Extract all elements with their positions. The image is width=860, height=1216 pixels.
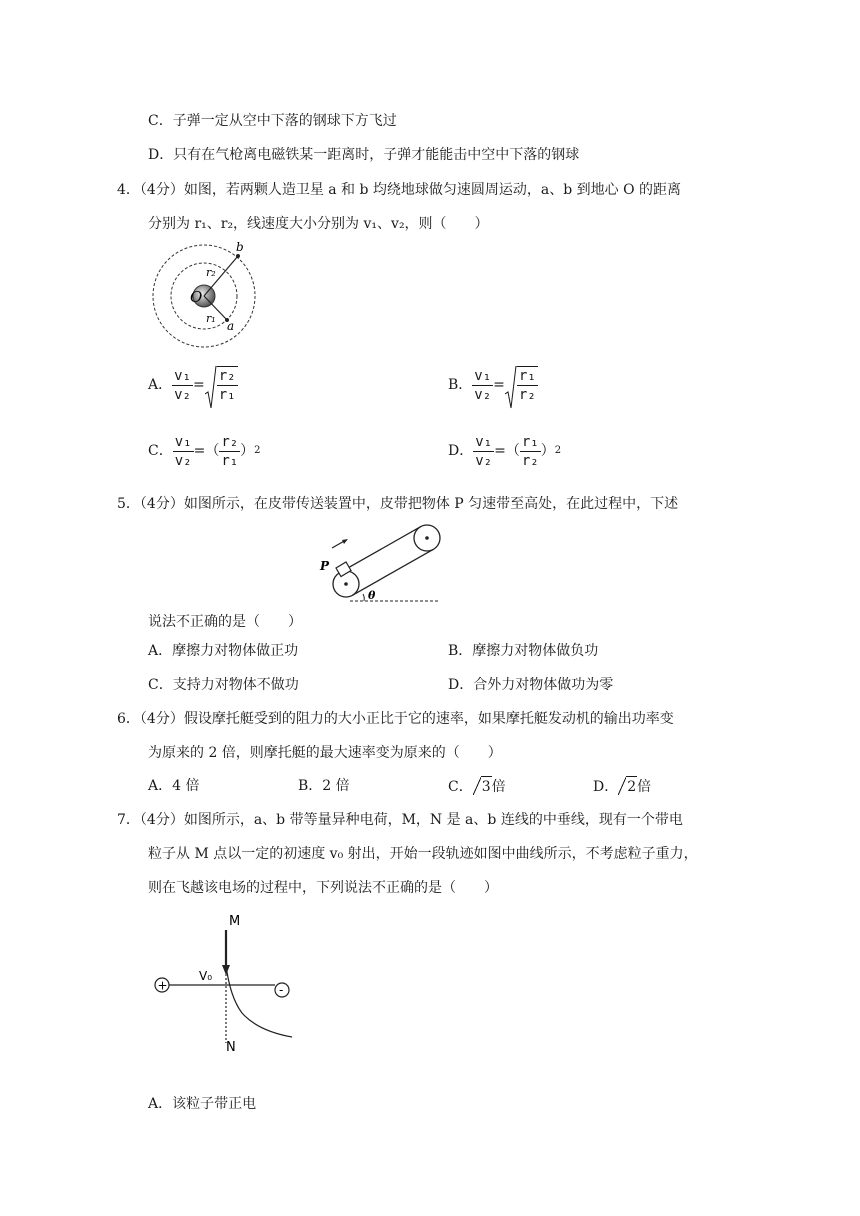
option-d-label: D． <box>448 443 474 459</box>
exponent: 2 <box>554 445 562 456</box>
label-plus: + <box>157 978 168 993</box>
q4-option-a <box>148 362 238 408</box>
denominator: r₁ <box>218 387 236 403</box>
option-a-label: A． <box>148 377 173 393</box>
denominator: v₂ <box>475 452 493 469</box>
equals: = <box>192 377 205 393</box>
q4-option-c <box>148 430 261 472</box>
q6-option-d <box>593 776 651 797</box>
q5-stem-line2: 说法不正确的是（ ） <box>148 614 302 630</box>
label-r2: r₂ <box>206 266 216 279</box>
q4-stem-line2: 分别为 r₁、r₂，线速度大小分别为 v₁、v₂，则（ ） <box>148 216 489 232</box>
option-c-label: C． <box>148 443 173 459</box>
sqrt-2: 2 <box>626 776 637 797</box>
q6-stem-line2: 为原来的 2 倍，则摩托艇的最大速率变为原来的（ ） <box>148 745 502 761</box>
q7-option-a: A．该粒子带正电 <box>148 1096 257 1112</box>
q7-stem-line3: 则在飞越该电场的过程中，下列说法不正确的是（ ） <box>148 880 498 896</box>
option-d-label: D． <box>593 779 619 795</box>
q3-option-d: D．只有在气枪离电磁铁某一距离时，子弹才能能击中空中下落的钢球 <box>148 147 580 163</box>
angle-arc <box>363 594 364 601</box>
q6-option-b: B．2 倍 <box>298 778 350 794</box>
axle-bottom <box>344 582 348 586</box>
numerator: r₁ <box>518 368 536 384</box>
belt-upper <box>340 527 421 573</box>
right-paren: ） <box>540 443 555 459</box>
radical-icon <box>505 366 517 410</box>
label-p: P <box>320 559 330 573</box>
option-b-label: B． <box>448 377 473 393</box>
denominator: v₂ <box>174 386 191 403</box>
q5-stem-line1: 5．（4分）如图所示，在皮带传送装置中，皮带把物体 P 匀速带至高处，在此过程中，下述 <box>117 496 679 512</box>
denominator: r₁ <box>221 452 239 469</box>
label-theta: θ <box>368 589 376 602</box>
q5-option-a: A．摩擦力对物体做正功 <box>148 643 299 659</box>
unit: 倍 <box>637 779 652 795</box>
satellite-b <box>236 254 240 258</box>
label-v0: V₀ <box>199 969 213 983</box>
denominator: r₂ <box>521 452 539 469</box>
numerator: v₁ <box>174 433 192 450</box>
numerator: r₂ <box>218 368 236 384</box>
label-r1: r₁ <box>206 312 216 325</box>
q7-field-figure <box>148 905 308 1055</box>
frac-v1-v2 <box>473 433 494 470</box>
frac-r1-r2 <box>520 433 541 470</box>
radical-icon <box>205 366 217 410</box>
numerator: r₁ <box>521 433 539 450</box>
unit: 倍 <box>491 779 506 795</box>
exponent: 2 <box>254 445 261 456</box>
q6-stem-line1: 6．（4分）假设摩托艇受到的阻力的大小正比于它的速率，如果摩托艇发动机的输出功率变 <box>117 711 674 727</box>
numerator: v₁ <box>475 433 493 450</box>
q7-stem-line1: 7．（4分）如图所示，a、b 带等量异种电荷，M，N 是 a、b 连线的中垂线，现有一个带电 <box>117 812 683 828</box>
q6-option-c <box>448 776 506 797</box>
axle-top <box>425 536 429 540</box>
label-a: a <box>227 319 235 333</box>
q4-option-d <box>448 430 561 472</box>
denominator: v₂ <box>174 452 192 469</box>
left-paren: （ <box>505 443 520 459</box>
q5-option-c: C．支持力对物体不做功 <box>148 677 299 693</box>
sqrt-3: 3 <box>481 776 492 797</box>
q4-option-b <box>448 362 538 408</box>
label-o: O <box>190 288 203 306</box>
trajectory-curve <box>226 965 292 1037</box>
belt-lower <box>352 549 433 595</box>
q4-orbit-figure <box>150 240 260 350</box>
arrow-head-icon <box>342 539 348 544</box>
label-minus: - <box>279 983 284 997</box>
q3-option-c: C．子弹一定从空中下落的钢球下方飞过 <box>148 113 397 129</box>
frac-v1-v2 <box>173 433 194 470</box>
left-paren: （ <box>205 443 220 459</box>
label-m: M <box>229 914 241 929</box>
label-n: N <box>226 1040 236 1055</box>
denominator: v₂ <box>474 386 492 403</box>
q5-option-b: B．摩擦力对物体做负功 <box>448 643 599 659</box>
q5-option-d: D．合外力对物体做功为零 <box>448 677 614 693</box>
denominator: r₂ <box>518 387 536 403</box>
frac-v1-v2 <box>472 367 493 404</box>
frac-r2-r1 <box>219 433 240 470</box>
sqrt <box>505 366 538 404</box>
frac-v1-v2 <box>172 367 193 404</box>
q6-option-a: A．4 倍 <box>148 778 200 794</box>
numerator: r₂ <box>221 433 239 450</box>
numerator: v₁ <box>474 367 492 384</box>
q7-stem-line2: 粒子从 M 点以一定的初速度 v₀ 射出，开始一段轨迹如图中曲线所示，不考虑粒子重力， <box>148 846 698 862</box>
right-paren: ） <box>240 443 255 459</box>
option-c-label: C． <box>448 779 473 795</box>
equals: = <box>493 377 505 393</box>
equals: = <box>494 443 506 459</box>
label-b: b <box>236 240 244 254</box>
numerator: v₁ <box>174 367 191 384</box>
q5-conveyor-figure <box>310 518 450 608</box>
equals: = <box>193 443 206 459</box>
sqrt <box>205 366 238 404</box>
q4-stem-line1: 4．（4分）如图，若两颗人造卫星 a 和 b 均绕地球做匀速圆周运动，a、b 到地心 O 的距离 <box>117 182 682 198</box>
